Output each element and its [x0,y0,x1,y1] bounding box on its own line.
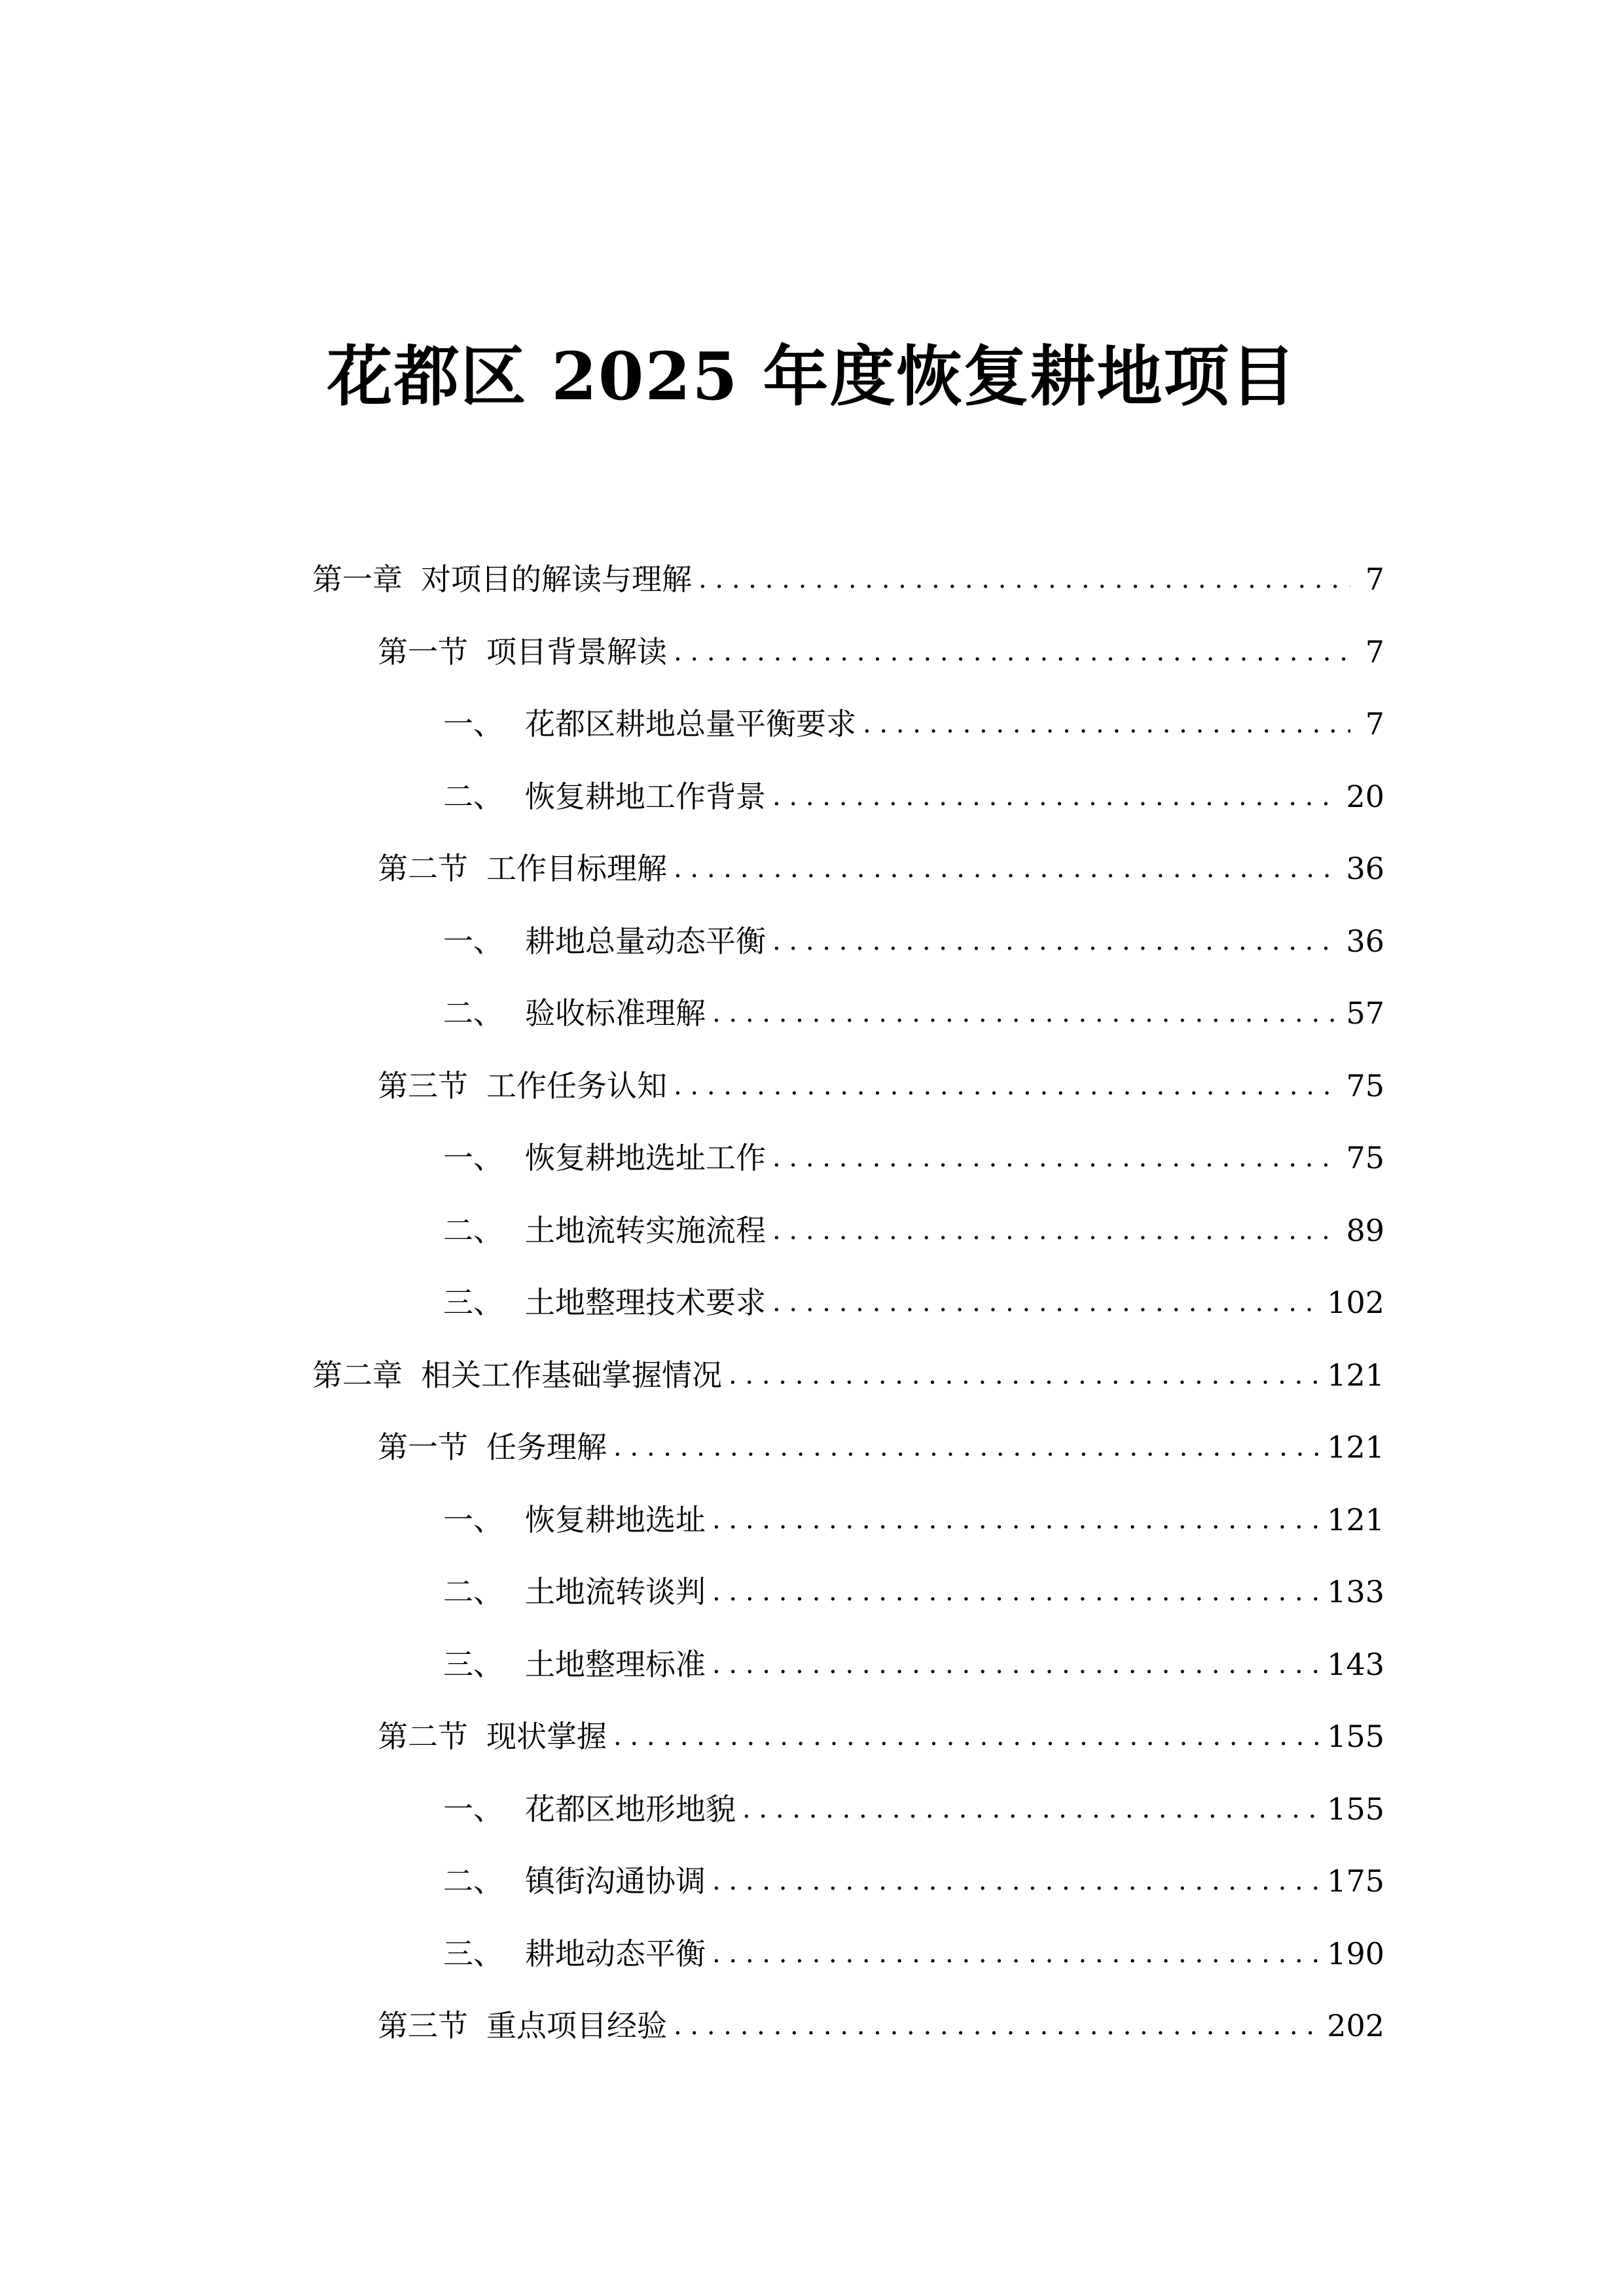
toc-entry-title: 土地流转谈判 [525,1574,706,1609]
toc-entry-title: 花都区地形地貌 [525,1791,736,1827]
toc-entry[interactable] [443,1566,1384,1618]
toc-page-number: 143 [1327,1647,1384,1682]
toc-entry-number: 第二节 [378,1719,468,1754]
toc-dot-leader [772,1276,1319,1329]
toc-entry-title: 相关工作基础掌握情况 [421,1357,722,1393]
toc-entry-number: 二、 [443,1863,503,1899]
toc-entry-title: 工作任务认知 [486,1068,667,1103]
toc-entry-title: 土地流转实施流程 [525,1213,766,1248]
toc-entry-title: 项目背景解读 [486,634,667,670]
toc-entry-number: 第一节 [378,1429,468,1465]
toc-entry-title: 恢复耕地选址工作 [525,1140,766,1175]
toc-page-number: 7 [1365,706,1384,742]
toc-dot-leader [674,2000,1319,2052]
toc-page-number: 36 [1346,924,1384,959]
toc-entry-title: 现状掌握 [486,1719,607,1754]
toc-page-number: 36 [1346,851,1384,886]
toc-entry-number: 第二节 [378,851,468,886]
toc-dot-leader [712,1855,1319,1907]
toc-dot-leader [613,1421,1319,1473]
toc-entry[interactable] [443,1494,1384,1546]
toc-entry-title: 土地整理标准 [525,1647,706,1682]
toc-dot-leader [863,698,1350,750]
toc-entry-title: 任务理解 [486,1429,607,1465]
toc-page-number: 89 [1346,1213,1384,1248]
toc-entry-number: 第一章 [312,562,403,597]
toc-entry-title: 耕地动态平衡 [525,1936,706,1971]
toc-dot-leader [772,915,1338,967]
toc-entry[interactable] [443,1132,1384,1184]
toc-entry-number: 二、 [443,779,503,814]
toc-entry[interactable] [443,1855,1384,1907]
toc-page-number: 155 [1327,1719,1384,1754]
toc-entry[interactable] [443,915,1384,967]
toc-entry-number: 第三节 [378,2008,468,2043]
toc-entry-title: 花都区耕地总量平衡要求 [525,706,856,742]
toc-entry-number: 三、 [443,1647,503,1682]
toc-entry-title: 对项目的解读与理解 [421,562,692,597]
toc-dot-leader [712,1494,1319,1546]
toc-page-number: 121 [1327,1429,1384,1465]
toc-page-number: 121 [1327,1357,1384,1393]
toc-page-number: 121 [1327,1502,1384,1537]
toc-page-number: 75 [1346,1068,1384,1103]
toc-entry[interactable] [443,770,1384,823]
toc-entry-number: 一、 [443,924,503,959]
toc-entry-title: 重点项目经验 [486,2008,667,2043]
toc-entry-title: 恢复耕地选址 [525,1502,706,1537]
toc-entry-number: 二、 [443,996,503,1031]
toc-entry-title: 恢复耕地工作背景 [525,779,766,814]
toc-entry[interactable] [443,987,1384,1039]
toc-page-number: 202 [1327,2008,1384,2043]
toc-entry-number: 三、 [443,1285,503,1320]
toc-dot-leader [712,987,1338,1039]
toc-dot-leader [674,1060,1338,1112]
toc-entry[interactable] [443,698,1384,750]
toc-entry-title: 验收标准理解 [525,996,706,1031]
toc-entry-title: 镇街沟通协调 [525,1863,706,1899]
toc-entry-number: 一、 [443,1791,503,1827]
toc-entry-number: 三、 [443,1936,503,1971]
toc-entry[interactable] [443,1276,1384,1329]
toc-page-number: 7 [1365,562,1384,597]
toc-entry[interactable] [378,626,1384,678]
toc-entry[interactable] [378,2000,1384,2052]
toc-entry[interactable] [443,1204,1384,1257]
toc-entry-number: 第三节 [378,1068,468,1103]
toc-entry-title: 土地整理技术要求 [525,1285,766,1320]
toc-page-number: 57 [1346,996,1384,1031]
toc-entry-number: 二、 [443,1213,503,1248]
toc-entry-number: 第二章 [312,1357,403,1393]
toc-dot-leader [712,1928,1319,1980]
toc-entry-number: 一、 [443,1502,503,1537]
toc-dot-leader [712,1566,1319,1618]
toc-dot-leader [772,770,1338,823]
toc-dot-leader [674,842,1338,895]
toc-dot-leader [729,1349,1319,1401]
toc-entry[interactable] [443,1638,1384,1691]
toc-entry[interactable] [443,1783,1384,1835]
toc-entry-number: 一、 [443,706,503,742]
toc-dot-leader [698,553,1350,605]
toc-entry[interactable] [312,1349,1384,1401]
toc-entry[interactable] [312,553,1384,605]
toc-page-number: 133 [1327,1574,1384,1609]
toc-page-number: 175 [1327,1863,1384,1899]
toc-dot-leader [712,1638,1319,1691]
toc-dot-leader [772,1132,1338,1184]
toc-entry-number: 二、 [443,1574,503,1609]
toc-page-number: 7 [1365,634,1384,670]
toc-entry[interactable] [378,1421,1384,1473]
page-title: 花都区 2025 年度恢复耕地项目 [327,338,1297,415]
toc-entry[interactable] [378,1060,1384,1112]
toc-page-number: 75 [1346,1140,1384,1175]
toc-page-number: 102 [1327,1285,1384,1320]
toc-entry[interactable] [378,842,1384,895]
toc-page-number: 155 [1327,1791,1384,1827]
toc-dot-leader [674,626,1350,678]
toc-entry[interactable] [443,1928,1384,1980]
toc-dot-leader [613,1710,1319,1763]
toc-dot-leader [742,1783,1319,1835]
toc-entry-title: 工作目标理解 [486,851,667,886]
toc-entry-number: 一、 [443,1140,503,1175]
toc-dot-leader [772,1204,1338,1257]
toc-entry-number: 第一节 [378,634,468,670]
toc-entry[interactable] [378,1710,1384,1763]
toc-page-number: 20 [1346,779,1384,814]
toc-page-number: 190 [1327,1936,1384,1971]
toc-entry-title: 耕地总量动态平衡 [525,924,766,959]
